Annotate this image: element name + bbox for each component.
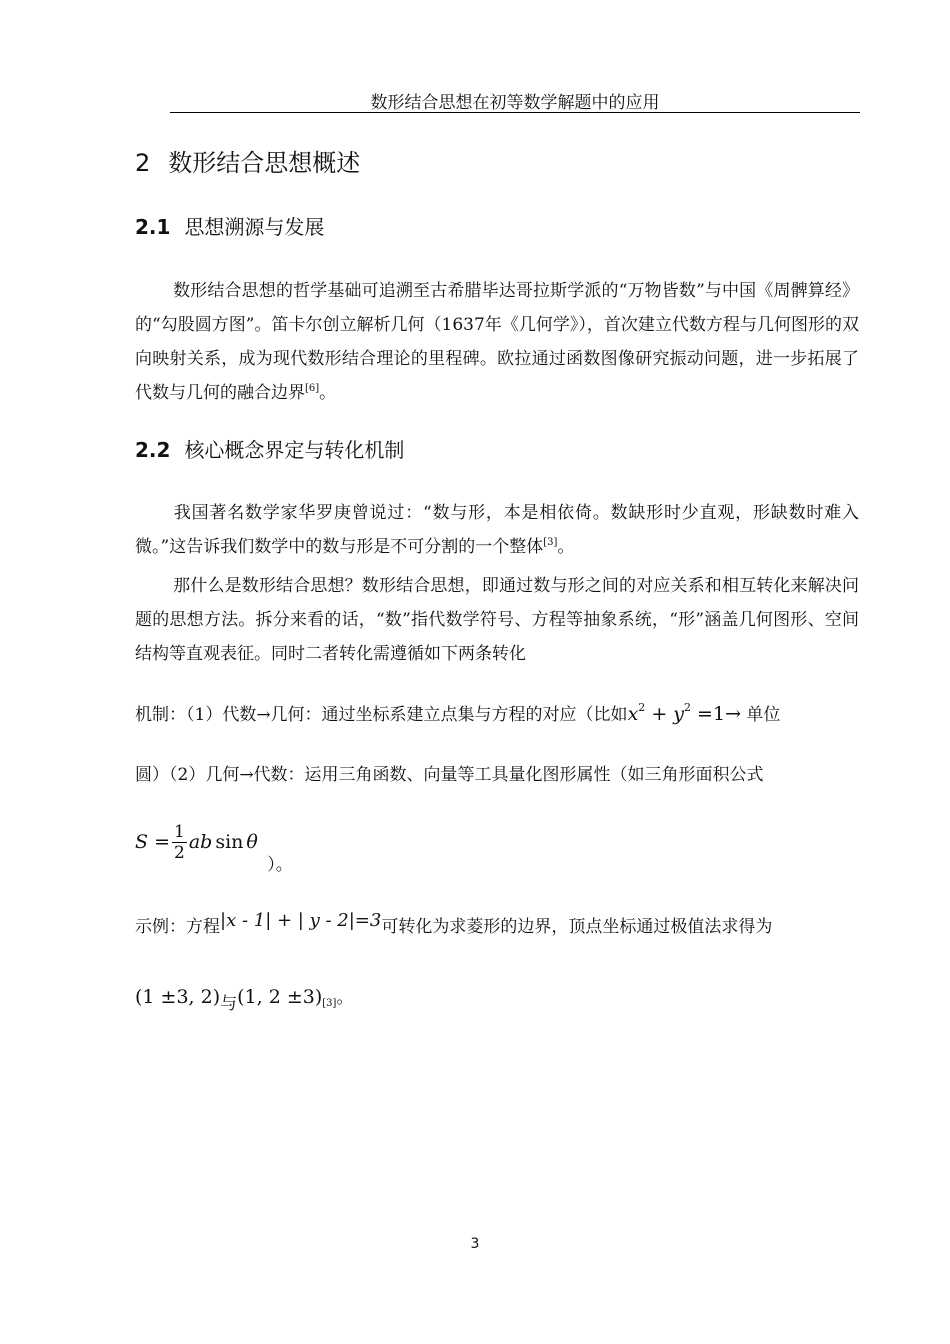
mechanism-line-1: 机制：（1）代数→几何：通过坐标系建立点集与方程的对应（比如$x^2 + y^2 =1\to$ 单位 bbox=[135, 701, 781, 725]
chapter-heading bbox=[135, 148, 360, 178]
section-number: 2.2 bbox=[135, 438, 171, 462]
header-rule bbox=[170, 112, 860, 113]
paragraph-text: 那什么是数形结合思想？数形结合思想，即通过数与形之间的对应关系和相互转化来解决问题的思想方法。拆分来看的话，“数”指代数学符号、方程等抽象系统，“形”涵盖几何图形、空间结构等直观表征。同时二者转化需遵循如下两条转化 bbox=[135, 576, 859, 664]
vertex-coordinates-2: (1, 2 ±3) bbox=[237, 986, 323, 1008]
running-header: 数形结合思想在初等数学解题中的应用 bbox=[370, 93, 660, 113]
equation-unit-circle: $x^2 + y^2 =1\to$ bbox=[627, 701, 741, 725]
paragraph-text: 我国著名数学家华罗庚曾说过：“数与形，本是相依倚。数缺形时少直观，形缺数时难入微。”这告诉我们数学中的数与形是不可分割的一个整体 bbox=[135, 503, 859, 557]
section-heading-2-2 bbox=[135, 437, 404, 463]
page-number: 3 bbox=[470, 1236, 480, 1252]
chapter-number: 2 bbox=[135, 149, 151, 177]
chapter-title: 数形结合思想概述 bbox=[168, 149, 361, 177]
citation: [3] bbox=[543, 537, 558, 548]
example-equation: |x - 1| + | y - 2|=3 bbox=[220, 910, 382, 931]
triangle-area-formula: S = $\frac{1}{2}$ ab sin θ bbox=[135, 822, 258, 863]
section-number: 2.1 bbox=[135, 215, 171, 239]
paragraph-definition bbox=[135, 569, 859, 671]
example-line: 示例：方程|x - 1| + | y - 2|=3可转化为求菱形的边界，顶点坐标通过极值法求得为 bbox=[135, 910, 773, 937]
citation: [3] bbox=[322, 998, 337, 1009]
mechanism-line-2: 圆）（2）几何→代数：运用三角函数、向量等工具量化图形属性（如三角形面积公式 bbox=[135, 765, 764, 785]
section-title: 核心概念界定与转化机制 bbox=[184, 438, 405, 462]
vertex-line: (1 ±3, 2)与(1, $2 \pm 3)_{[3]}$。 bbox=[135, 986, 354, 1014]
section-title: 思想溯源与发展 bbox=[184, 215, 325, 239]
vertex-coordinates-1: (1 ±3, 2) bbox=[135, 986, 221, 1008]
area-formula-line: S = $\frac{1}{2}$ ab sin θ ）。 bbox=[135, 822, 293, 875]
citation: [6] bbox=[305, 383, 320, 394]
paragraph-text: 数形结合思想的哲学基础可追溯至古希腊毕达哥拉斯学派的“万物皆数”与中国《周髀算经》的“勾股圆方图”。笛卡尔创立解析几何（1637年《几何学》），首次建立代数方程与几何图形的双向映射关系，成为现代数形结合理论的里程碑。欧拉通过函数图像研究振动问题，进一步拓展了代数与几何的融合边界 bbox=[135, 281, 859, 403]
section-heading-2-1 bbox=[135, 214, 324, 240]
paragraph-quote: 我国著名数学家华罗庚曾说过：“数与形，本是相依倚。数缺形时少直观，形缺数时难入微。”这告诉我们数学中的数与形是不可分割的一个整体[3]。 bbox=[135, 503, 859, 557]
paragraph-origins: 数形结合思想的哲学基础可追溯至古希腊毕达哥拉斯学派的“万物皆数”与中国《周髀算经》的“勾股圆方图”。笛卡尔创立解析几何（1637年《几何学》），首次建立代数方程与几何图形的双向映射关系，成为现代数形结合理论的里程碑。欧拉通过函数图像研究振动问题，进一步拓展了代数与几何的融合边界[6]。 bbox=[135, 281, 859, 403]
